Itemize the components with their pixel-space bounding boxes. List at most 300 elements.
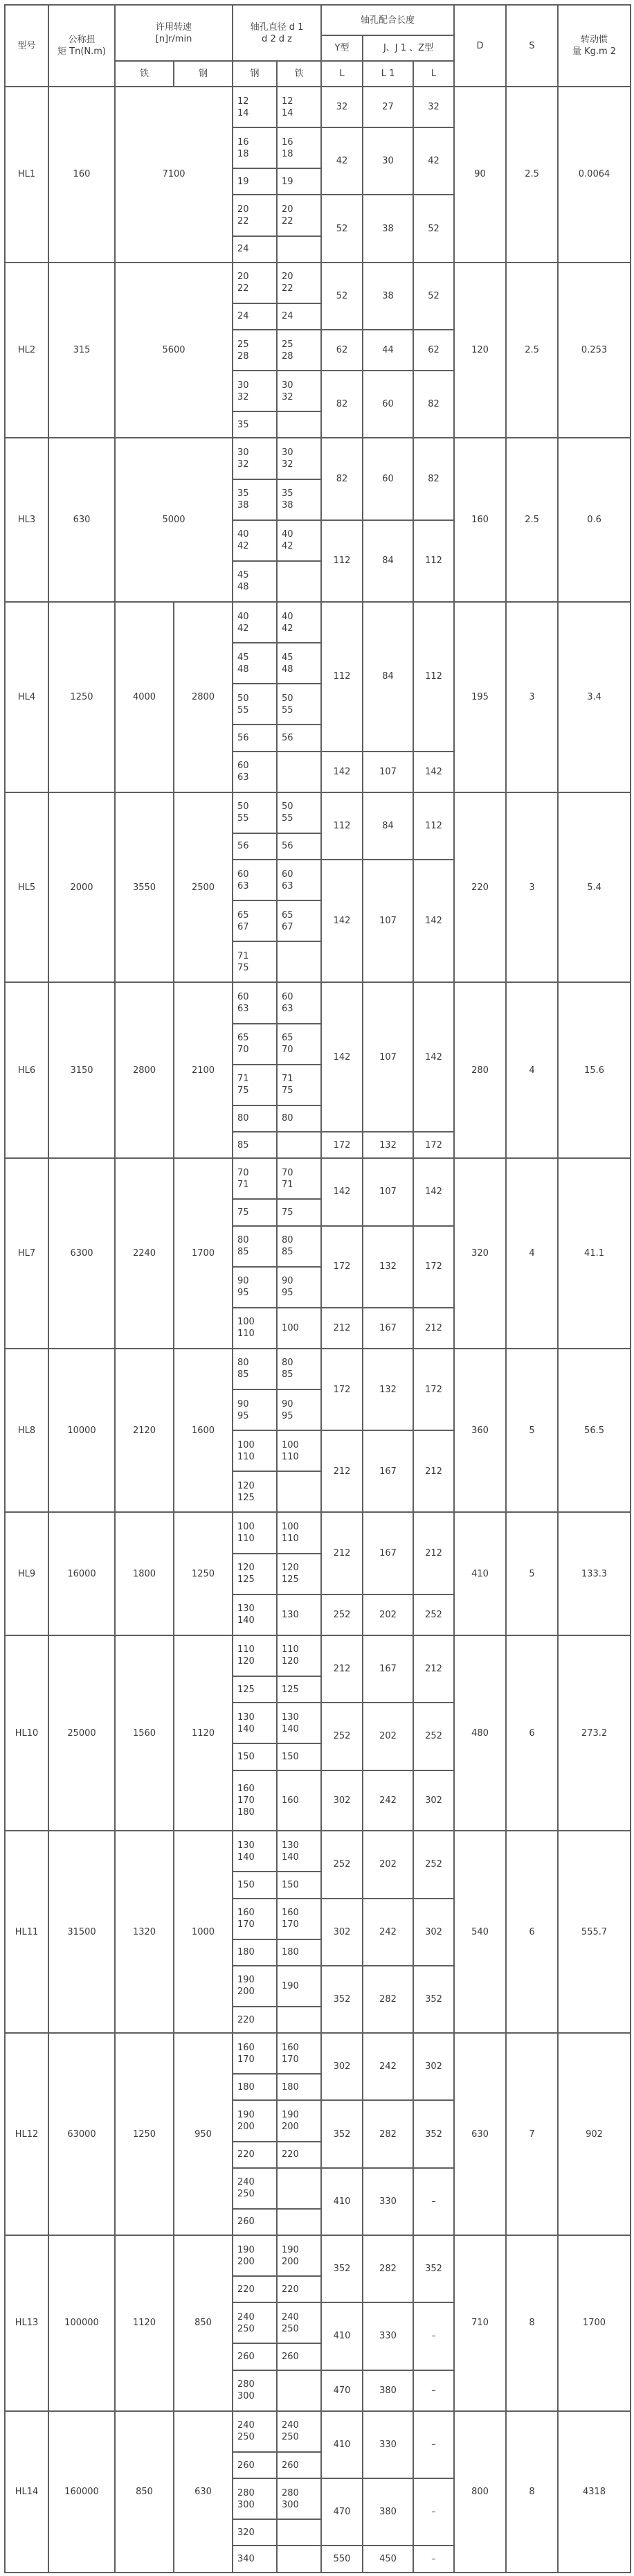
j-type-L-cell: 52 (413, 195, 454, 262)
bore-iron-cell: 190 (277, 1966, 321, 2007)
bore-iron-cell: 150 (277, 1872, 321, 1898)
table-row (5, 87, 631, 127)
bore-steel-cell: 125 (233, 1676, 277, 1703)
bore-iron-cell: 90 95 (277, 1267, 321, 1308)
torque-cell: 160 (48, 87, 115, 263)
j-type-L1-cell: 282 (363, 2100, 413, 2167)
D-cell: 540 (454, 1831, 506, 2033)
bore-steel-cell: 120 125 (233, 1471, 277, 1512)
table-row (5, 792, 631, 833)
j-type-L1-cell: 202 (363, 1595, 413, 1635)
y-type-L-cell: 172 (321, 1226, 363, 1308)
speed-cell: 7100 (115, 87, 233, 263)
bore-iron-cell: 25 28 (277, 330, 321, 371)
bore-iron-cell (277, 2168, 321, 2209)
y-type-L-cell: 112 (321, 792, 363, 860)
j-type-L1-cell: 60 (363, 438, 413, 519)
bore-steel-cell: 340 (233, 2546, 277, 2572)
speed-iron-cell: 1120 (115, 2235, 174, 2411)
header-torque: 公称扭 矩 Tn(N.m) (48, 5, 115, 87)
bore-steel-cell: 130 140 (233, 1703, 277, 1743)
j-type-L-cell: 112 (413, 520, 454, 602)
torque-cell: 31500 (48, 1831, 115, 2033)
S-cell: 8 (506, 2411, 558, 2573)
y-type-L-cell: 142 (321, 752, 363, 792)
bore-iron-cell (277, 2007, 321, 2033)
inertia-cell: 273.2 (558, 1635, 631, 1831)
torque-cell: 3150 (48, 982, 115, 1158)
model-cell: HL11 (5, 1831, 48, 2033)
D-cell: 195 (454, 602, 506, 792)
S-cell: 2.5 (506, 263, 558, 438)
j-type-L1-cell: 450 (363, 2546, 413, 2572)
y-type-L-cell: 252 (321, 1703, 363, 1770)
bore-steel-cell: 160 170 (233, 1899, 277, 1939)
D-cell: 800 (454, 2411, 506, 2573)
j-type-L-cell: 212 (413, 1635, 454, 1703)
bore-iron-cell: 56 (277, 833, 321, 860)
j-type-L-cell: 212 (413, 1308, 454, 1349)
speed-steel-cell: 1600 (174, 1349, 233, 1513)
j-type-L-cell: – (413, 2546, 454, 2572)
bore-steel-cell: 71 75 (233, 1065, 277, 1105)
inertia-cell: 5.4 (558, 792, 631, 983)
inertia-cell: 3.4 (558, 602, 631, 792)
bore-steel-cell: 240 250 (233, 2302, 277, 2343)
model-cell: HL8 (5, 1349, 48, 1513)
bore-steel-cell: 20 22 (233, 195, 277, 236)
torque-cell: 16000 (48, 1512, 115, 1635)
bore-steel-cell: 24 (233, 303, 277, 330)
bore-iron-cell: 160 170 (277, 2033, 321, 2074)
bore-steel-cell: 65 67 (233, 900, 277, 941)
header-y-L: L (321, 61, 363, 87)
speed-steel-cell: 850 (174, 2235, 233, 2411)
y-type-L-cell: 302 (321, 2033, 363, 2100)
model-cell: HL6 (5, 982, 48, 1158)
y-type-L-cell: 172 (321, 1349, 363, 1430)
speed-iron-cell: 3550 (115, 792, 174, 983)
bore-iron-cell: 160 170 (277, 1899, 321, 1939)
y-type-L-cell: 142 (321, 860, 363, 982)
j-type-L-cell: 252 (413, 1703, 454, 1770)
j-type-L1-cell: 107 (363, 982, 413, 1132)
j-type-L-cell: – (413, 2302, 454, 2370)
header-inertia: 转动惯 量 Kg.m 2 (558, 5, 631, 87)
speed-cell: 5000 (115, 438, 233, 602)
S-cell: 5 (506, 1349, 558, 1513)
bore-iron-cell: 65 67 (277, 900, 321, 941)
header-j-L: L (413, 61, 454, 87)
y-type-L-cell: 112 (321, 602, 363, 752)
j-type-L1-cell: 38 (363, 195, 413, 262)
y-type-L-cell: 252 (321, 1831, 363, 1898)
bore-iron-cell: 220 (277, 2142, 321, 2168)
model-cell: HL5 (5, 792, 48, 983)
bore-iron-cell: 120 125 (277, 1554, 321, 1595)
speed-steel-cell: 1120 (174, 1635, 233, 1831)
D-cell: 120 (454, 263, 506, 438)
header-jz-type: J、J 1 、Z型 (363, 35, 454, 61)
bore-steel-cell: 90 95 (233, 1389, 277, 1430)
bore-steel-cell: 20 22 (233, 263, 277, 303)
bore-steel-cell: 19 (233, 168, 277, 195)
bore-iron-cell: 80 85 (277, 1226, 321, 1267)
j-type-L1-cell: 380 (363, 2478, 413, 2546)
header-bore-diameter: 轴孔直径 d 1 d 2 d z (233, 5, 321, 61)
bore-iron-cell: 100 110 (277, 1430, 321, 1471)
header-j-L1: L 1 (363, 61, 413, 87)
j-type-L1-cell: 60 (363, 371, 413, 438)
y-type-L-cell: 52 (321, 195, 363, 262)
inertia-cell: 0.6 (558, 438, 631, 602)
bore-iron-cell: 190 200 (277, 2235, 321, 2276)
torque-cell: 6300 (48, 1158, 115, 1349)
model-cell: HL4 (5, 602, 48, 792)
S-cell: 8 (506, 2235, 558, 2411)
j-type-L-cell: 172 (413, 1349, 454, 1430)
coupling-spec-table-container (4, 4, 630, 2572)
bore-steel-cell: 180 (233, 2074, 277, 2100)
j-type-L-cell: 142 (413, 860, 454, 982)
j-type-L-cell: 352 (413, 2235, 454, 2302)
D-cell: 410 (454, 1512, 506, 1635)
bore-steel-cell: 160 170 180 (233, 1770, 277, 1831)
header-speed-steel: 钢 (174, 61, 233, 87)
bore-steel-cell: 130 140 (233, 1831, 277, 1872)
y-type-L-cell: 212 (321, 1308, 363, 1349)
bore-iron-cell: 100 (277, 1308, 321, 1349)
y-type-L-cell: 410 (321, 2302, 363, 2370)
bore-steel-cell: 50 55 (233, 792, 277, 833)
j-type-L1-cell: 330 (363, 2411, 413, 2478)
table-row (5, 2033, 631, 2074)
j-type-L1-cell: 107 (363, 1158, 413, 1225)
y-type-L-cell: 410 (321, 2168, 363, 2235)
y-type-L-cell: 212 (321, 1635, 363, 1703)
D-cell: 280 (454, 982, 506, 1158)
bore-steel-cell: 35 38 (233, 479, 277, 520)
table-row (5, 1349, 631, 1389)
y-type-L-cell: 352 (321, 2235, 363, 2302)
D-cell: 480 (454, 1635, 506, 1831)
j-type-L-cell: – (413, 2411, 454, 2478)
D-cell: 220 (454, 792, 506, 983)
D-cell: 160 (454, 438, 506, 602)
bore-steel-cell: 40 42 (233, 520, 277, 561)
speed-steel-cell: 1250 (174, 1512, 233, 1635)
speed-steel-cell: 1700 (174, 1158, 233, 1349)
bore-iron-cell (277, 236, 321, 263)
model-cell: HL1 (5, 87, 48, 263)
j-type-L1-cell: 27 (363, 87, 413, 127)
j-type-L1-cell: 167 (363, 1635, 413, 1703)
S-cell: 2.5 (506, 438, 558, 602)
S-cell: 6 (506, 1635, 558, 1831)
table-row (5, 1831, 631, 1872)
bore-steel-cell: 260 (233, 2209, 277, 2235)
bore-iron-cell: 130 140 (277, 1831, 321, 1872)
bore-steel-cell: 190 200 (233, 2235, 277, 2276)
bore-steel-cell: 40 42 (233, 602, 277, 643)
inertia-cell: 4318 (558, 2411, 631, 2573)
D-cell: 90 (454, 87, 506, 263)
j-type-L-cell: 352 (413, 2100, 454, 2167)
bore-iron-cell: 30 32 (277, 438, 321, 479)
j-type-L1-cell: 380 (363, 2370, 413, 2411)
y-type-L-cell: 142 (321, 982, 363, 1132)
bore-steel-cell: 220 (233, 2142, 277, 2168)
bore-iron-cell: 80 (277, 1105, 321, 1132)
speed-steel-cell: 630 (174, 2411, 233, 2573)
model-cell: HL10 (5, 1635, 48, 1831)
bore-iron-cell (277, 941, 321, 982)
speed-steel-cell: 950 (174, 2033, 233, 2235)
S-cell: 4 (506, 982, 558, 1158)
j-type-L1-cell: 330 (363, 2302, 413, 2370)
table-row (5, 263, 631, 303)
bore-steel-cell: 150 (233, 1743, 277, 1770)
speed-steel-cell: 1000 (174, 1831, 233, 2033)
bore-steel-cell: 45 48 (233, 561, 277, 602)
j-type-L-cell: 172 (413, 1226, 454, 1308)
j-type-L-cell: 112 (413, 792, 454, 860)
bore-steel-cell: 280 300 (233, 2370, 277, 2411)
S-cell: 7 (506, 2033, 558, 2235)
y-type-L-cell: 352 (321, 2100, 363, 2167)
y-type-L-cell: 302 (321, 1899, 363, 1966)
model-cell: HL3 (5, 438, 48, 602)
bore-steel-cell: 35 (233, 411, 277, 438)
bore-steel-cell: 56 (233, 725, 277, 751)
bore-iron-cell (277, 1132, 321, 1158)
header-y-type: Y型 (321, 35, 363, 61)
bore-steel-cell: 130 140 (233, 1595, 277, 1635)
bore-iron-cell: 130 (277, 1595, 321, 1635)
bore-steel-cell: 100 110 (233, 1430, 277, 1471)
y-type-L-cell: 212 (321, 1430, 363, 1512)
bore-iron-cell: 190 200 (277, 2100, 321, 2141)
torque-cell: 25000 (48, 1635, 115, 1831)
j-type-L1-cell: 202 (363, 1831, 413, 1898)
y-type-L-cell: 470 (321, 2370, 363, 2411)
j-type-L-cell: 142 (413, 982, 454, 1132)
y-type-L-cell: 82 (321, 438, 363, 519)
bore-iron-cell: 71 75 (277, 1065, 321, 1105)
j-type-L1-cell: 132 (363, 1132, 413, 1158)
bore-iron-cell (277, 411, 321, 438)
j-type-L-cell: 112 (413, 602, 454, 752)
speed-steel-cell: 2100 (174, 982, 233, 1158)
torque-cell: 2000 (48, 792, 115, 983)
bore-iron-cell: 20 22 (277, 263, 321, 303)
bore-iron-cell: 80 85 (277, 1349, 321, 1389)
bore-steel-cell: 220 (233, 2276, 277, 2302)
j-type-L1-cell: 84 (363, 520, 413, 602)
S-cell: 6 (506, 1831, 558, 2033)
j-type-L1-cell: 202 (363, 1703, 413, 1770)
bore-iron-cell: 19 (277, 168, 321, 195)
j-type-L1-cell: 167 (363, 1308, 413, 1349)
speed-iron-cell: 1560 (115, 1635, 174, 1831)
j-type-L1-cell: 84 (363, 602, 413, 752)
bore-iron-cell: 240 250 (277, 2302, 321, 2343)
torque-cell: 160000 (48, 2411, 115, 2573)
bore-steel-cell: 110 120 (233, 1635, 277, 1676)
j-type-L-cell: 212 (413, 1430, 454, 1512)
bore-iron-cell: 150 (277, 1743, 321, 1770)
j-type-L1-cell: 167 (363, 1430, 413, 1512)
j-type-L1-cell: 132 (363, 1226, 413, 1308)
bore-iron-cell: 30 32 (277, 371, 321, 411)
y-type-L-cell: 410 (321, 2411, 363, 2478)
bore-iron-cell (277, 2519, 321, 2546)
bore-iron-cell (277, 2370, 321, 2411)
j-type-L-cell: 212 (413, 1512, 454, 1594)
bore-steel-cell: 180 (233, 1939, 277, 1966)
table-row (5, 2411, 631, 2452)
bore-iron-cell: 45 48 (277, 643, 321, 684)
bore-iron-cell: 180 (277, 2074, 321, 2100)
table-row (5, 982, 631, 1023)
bore-iron-cell: 40 42 (277, 520, 321, 561)
y-type-L-cell: 252 (321, 1595, 363, 1635)
j-type-L-cell: 42 (413, 127, 454, 195)
S-cell: 3 (506, 792, 558, 983)
bore-iron-cell: 130 140 (277, 1703, 321, 1743)
bore-steel-cell: 70 71 (233, 1158, 277, 1199)
header-fit-length: 轴孔配合长度 (321, 5, 454, 35)
S-cell: 5 (506, 1512, 558, 1635)
bore-iron-cell: 260 (277, 2343, 321, 2370)
bore-steel-cell: 85 (233, 1132, 277, 1158)
j-type-L1-cell: 107 (363, 860, 413, 982)
bore-steel-cell: 25 28 (233, 330, 277, 371)
j-type-L1-cell: 282 (363, 2235, 413, 2302)
bore-iron-cell: 100 110 (277, 1512, 321, 1553)
hl-coupling-spec-table (4, 4, 631, 2573)
speed-iron-cell: 1320 (115, 1831, 174, 2033)
bore-steel-cell: 90 95 (233, 1267, 277, 1308)
bore-iron-cell: 240 250 (277, 2411, 321, 2452)
j-type-L1-cell: 107 (363, 752, 413, 792)
bore-iron-cell (277, 561, 321, 602)
bore-iron-cell (277, 1471, 321, 1512)
bore-iron-cell: 260 (277, 2452, 321, 2478)
speed-steel-cell: 2800 (174, 602, 233, 792)
speed-iron-cell: 2800 (115, 982, 174, 1158)
y-type-L-cell: 32 (321, 87, 363, 127)
inertia-cell: 902 (558, 2033, 631, 2235)
bore-iron-cell: 20 22 (277, 195, 321, 236)
y-type-L-cell: 52 (321, 263, 363, 330)
bore-steel-cell: 100 110 (233, 1308, 277, 1349)
j-type-L1-cell: 132 (363, 1349, 413, 1430)
bore-steel-cell: 24 (233, 236, 277, 263)
S-cell: 3 (506, 602, 558, 792)
j-type-L-cell: 82 (413, 371, 454, 438)
bore-iron-cell: 60 63 (277, 860, 321, 900)
speed-iron-cell: 1800 (115, 1512, 174, 1635)
j-type-L-cell: 142 (413, 752, 454, 792)
model-cell: HL7 (5, 1158, 48, 1349)
torque-cell: 1250 (48, 602, 115, 792)
bore-iron-cell: 220 (277, 2276, 321, 2302)
bore-iron-cell: 180 (277, 1939, 321, 1966)
bore-iron-cell: 90 95 (277, 1389, 321, 1430)
j-type-L-cell: 252 (413, 1831, 454, 1898)
y-type-L-cell: 470 (321, 2478, 363, 2546)
bore-iron-cell: 110 120 (277, 1635, 321, 1676)
bore-steel-cell: 56 (233, 833, 277, 860)
bore-steel-cell: 260 (233, 2452, 277, 2478)
bore-iron-cell (277, 2209, 321, 2235)
speed-cell: 5600 (115, 263, 233, 438)
torque-cell: 63000 (48, 2033, 115, 2235)
j-type-L1-cell: 38 (363, 263, 413, 330)
D-cell: 360 (454, 1349, 506, 1513)
j-type-L-cell: 142 (413, 1158, 454, 1225)
header-S: S (506, 5, 558, 87)
bore-steel-cell: 30 32 (233, 371, 277, 411)
j-type-L1-cell: 44 (363, 330, 413, 371)
bore-steel-cell: 60 63 (233, 860, 277, 900)
y-type-L-cell: 172 (321, 1132, 363, 1158)
y-type-L-cell: 352 (321, 1966, 363, 2033)
spec-table-body (5, 87, 631, 2573)
bore-steel-cell: 65 70 (233, 1024, 277, 1065)
bore-iron-cell: 12 14 (277, 87, 321, 127)
j-type-L1-cell: 167 (363, 1512, 413, 1594)
bore-steel-cell: 80 85 (233, 1226, 277, 1267)
y-type-L-cell: 62 (321, 330, 363, 371)
bore-iron-cell: 50 55 (277, 684, 321, 725)
j-type-L1-cell: 282 (363, 1966, 413, 2033)
speed-steel-cell: 2500 (174, 792, 233, 983)
model-cell: HL12 (5, 2033, 48, 2235)
inertia-cell: 0.0064 (558, 87, 631, 263)
bore-iron-cell: 280 300 (277, 2478, 321, 2519)
speed-iron-cell: 1250 (115, 2033, 174, 2235)
j-type-L-cell: 172 (413, 1132, 454, 1158)
table-row (5, 1158, 631, 1199)
header-bore-steel: 钢 (233, 61, 277, 87)
bore-steel-cell: 240 250 (233, 2411, 277, 2452)
table-row (5, 1512, 631, 1553)
bore-iron-cell: 40 42 (277, 602, 321, 643)
j-type-L-cell: 302 (413, 1770, 454, 1831)
bore-steel-cell: 280 300 (233, 2478, 277, 2519)
bore-iron-cell: 50 55 (277, 792, 321, 833)
y-type-L-cell: 302 (321, 1770, 363, 1831)
bore-iron-cell (277, 752, 321, 792)
table-row (5, 602, 631, 643)
S-cell: 2.5 (506, 87, 558, 263)
table-row (5, 438, 631, 479)
header-speed-iron: 铁 (115, 61, 174, 87)
inertia-cell: 41.1 (558, 1158, 631, 1349)
speed-iron-cell: 4000 (115, 602, 174, 792)
bore-steel-cell: 220 (233, 2007, 277, 2033)
bore-steel-cell: 71 75 (233, 941, 277, 982)
inertia-cell: 0.253 (558, 263, 631, 438)
torque-cell: 10000 (48, 1349, 115, 1513)
header-D: D (454, 5, 506, 87)
j-type-L-cell: 82 (413, 438, 454, 519)
y-type-L-cell: 550 (321, 2546, 363, 2572)
bore-steel-cell: 80 85 (233, 1349, 277, 1389)
bore-steel-cell: 60 63 (233, 752, 277, 792)
